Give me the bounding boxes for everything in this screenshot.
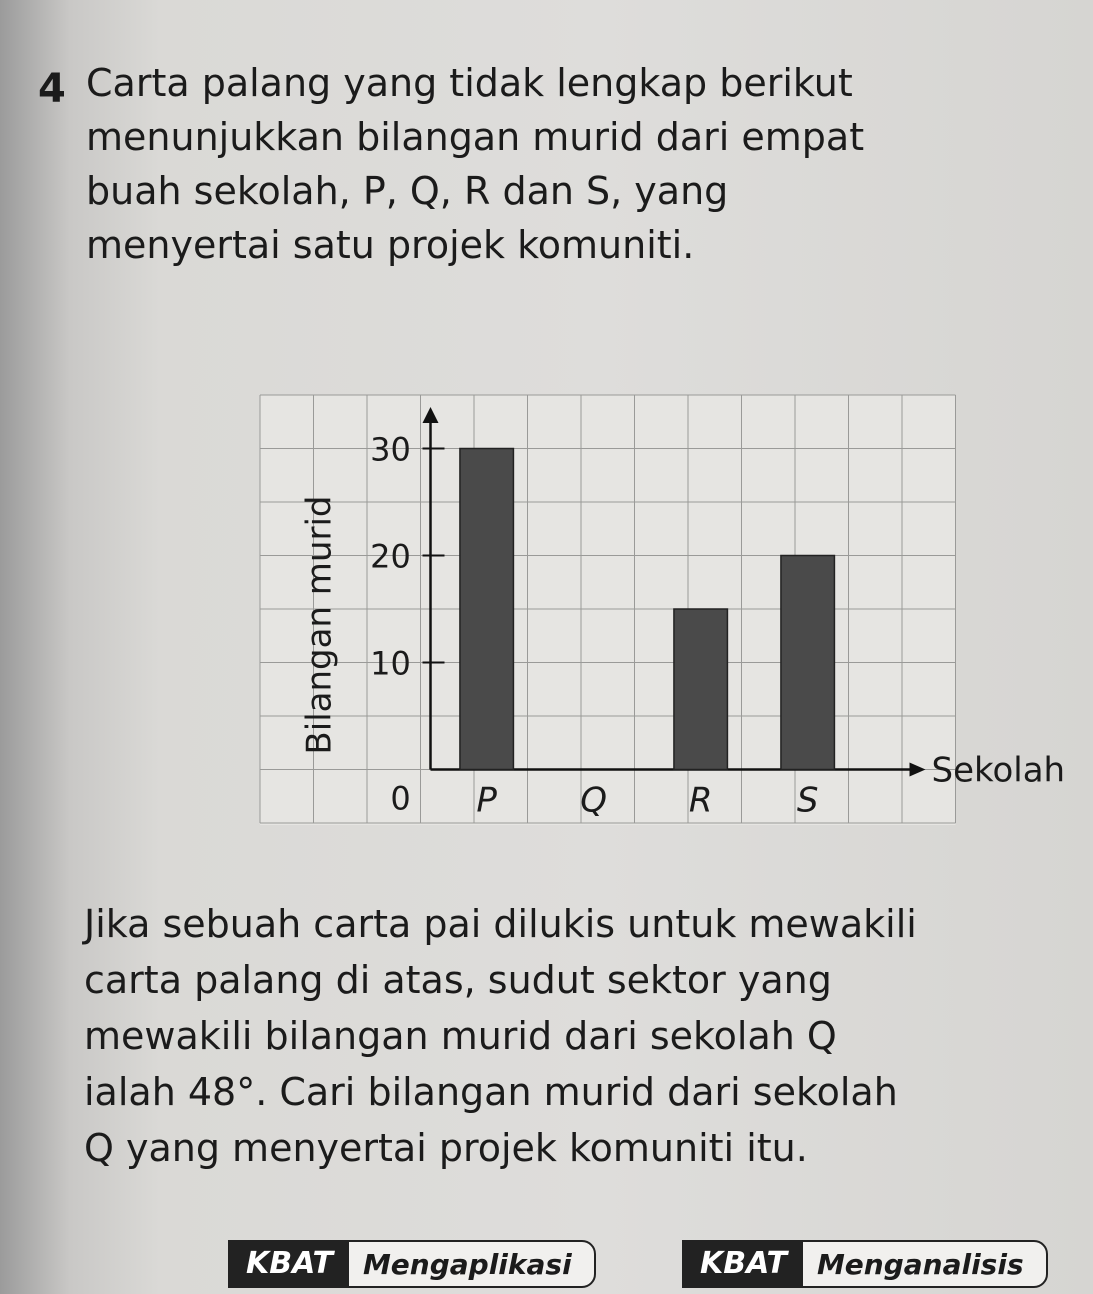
question-prompt: [84, 896, 1074, 1176]
skill-tags: [228, 1240, 1068, 1290]
question-number: 4: [38, 66, 66, 112]
kbat-label: KBAT: [684, 1242, 803, 1286]
question-intro: [86, 56, 1046, 272]
y-tick-label: 10: [370, 644, 411, 683]
x-tick-label: S: [796, 780, 819, 821]
bar-s: [781, 556, 835, 770]
x-tick-label: R: [688, 780, 713, 821]
intro-line: menunjukkan bilangan murid dari empat: [86, 115, 865, 159]
kbat-label: KBAT: [230, 1242, 349, 1286]
prompt-line: Q yang menyertai projek komuniti itu.: [84, 1126, 808, 1170]
prompt-line: ialah 48°. Cari bilangan murid dari sekolah: [84, 1070, 898, 1114]
intro-line: menyertai satu projek komuniti.: [86, 223, 695, 267]
x-tick-label: P: [476, 780, 497, 821]
intro-line: Carta palang yang tidak lengkap berikut: [86, 61, 853, 105]
bar-chart: [150, 385, 1066, 835]
prompt-line: Jika sebuah carta pai dilukis untuk mewakili: [84, 902, 917, 946]
y-tick-label: 0: [390, 779, 411, 818]
prompt-line: carta palang di atas, sudut sektor yang: [84, 958, 832, 1002]
kbat-skill: Mengaplikasi: [362, 1247, 572, 1281]
grid-background: [260, 395, 956, 825]
kbat-skill: Menganalisis: [816, 1247, 1024, 1281]
y-tick-label: 20: [370, 537, 411, 576]
bar-r: [674, 609, 728, 770]
x-tick-label: Q: [580, 780, 608, 821]
kbat-tag-apply: [228, 1240, 596, 1288]
y-axis-title: Bilangan murid: [299, 495, 340, 755]
kbat-tag-analyse: [682, 1240, 1048, 1288]
bar-p: [460, 449, 514, 770]
intro-line: buah sekolah, P, Q, R dan S, yang: [86, 169, 729, 213]
y-tick-label: 30: [370, 430, 411, 469]
prompt-line: mewakili bilangan murid dari sekolah Q: [84, 1014, 837, 1058]
x-axis-title: Sekolah: [931, 750, 1066, 791]
